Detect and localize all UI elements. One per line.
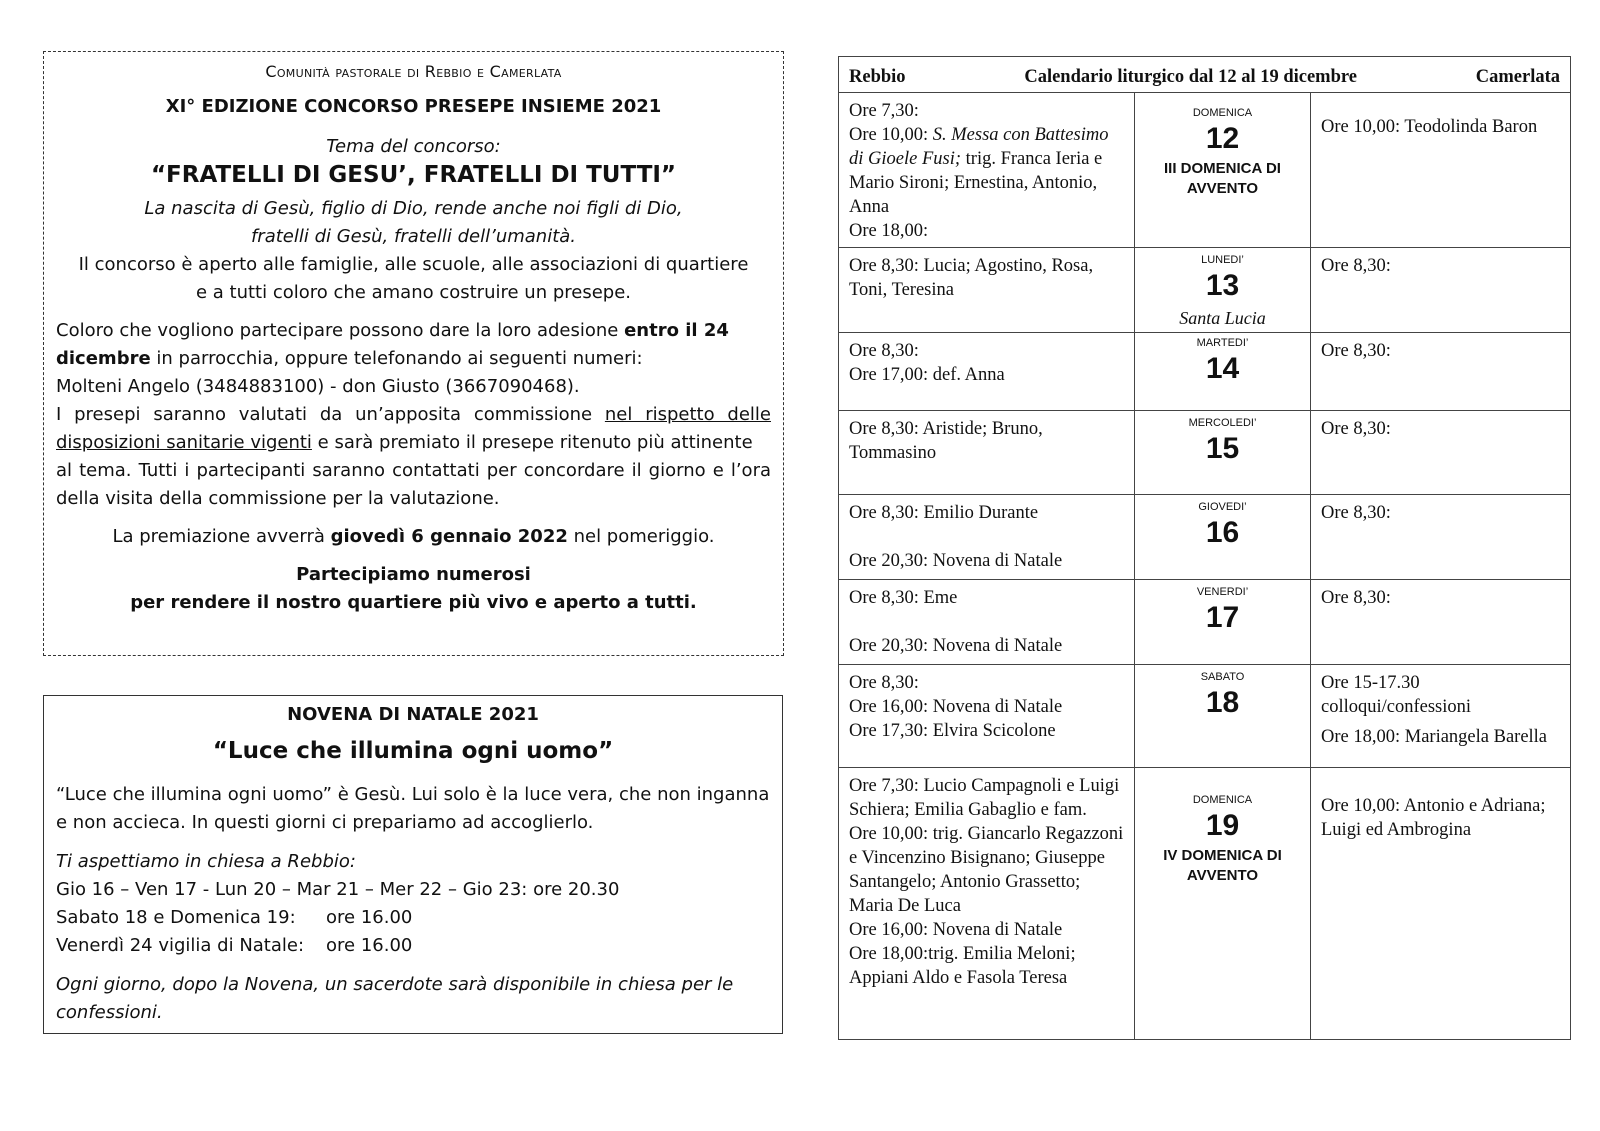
day-cell (1135, 768, 1311, 1040)
schedule-day: Sabato 18 e Domenica 19: (56, 907, 296, 928)
day-number: 16 (1205, 516, 1240, 549)
participation-text-2: in parrocchia, oppure telefonando ai seguenti numeri: (150, 348, 643, 369)
camerlata-header: Camerlata (1475, 67, 1560, 87)
mass-entry: Ore 10,00: Antonio e Adriana; Luigi ed Ambrogina (1321, 796, 1546, 840)
open-line-1: Il concorso è aperto alle famiglie, alle scuole, alle associazioni di quartiere (78, 254, 749, 275)
mass-entry: Ore 7,30: Lucio Campagnoli e Luigi Schiera; Emilia Gabaglio e fam. (849, 776, 1120, 820)
day-number: 14 (1205, 352, 1240, 385)
sanitary-rules-text: nel rispetto delle (604, 404, 771, 425)
camerlata-cell (1311, 768, 1571, 1040)
evaluation-line-4: della visita della commissione per la valutazione. (56, 488, 500, 509)
day-name: DOMENICA (1192, 794, 1253, 806)
liturgical-calendar-table (838, 56, 1571, 1040)
day-saint: Santa Lucia (1179, 308, 1266, 328)
novena-desc-2: e non accieca. In questi giorni ci prepariamo ad accoglierlo. (56, 812, 594, 833)
mass-entry: Ore 8,30: Emilio Durante (849, 503, 1039, 523)
rebbio-cell (839, 768, 1135, 1040)
camerlata-cell (1311, 93, 1571, 248)
day-name: VENERDI’ (1196, 586, 1249, 598)
day-cell (1135, 665, 1311, 768)
rebbio-cell (839, 665, 1135, 768)
calendar-row (839, 580, 1571, 665)
novena-footer-1: Ogni giorno, dopo la Novena, un sacerdote sarà disponibile in chiesa per le (56, 974, 734, 995)
mass-entry: Ore 15-17.30 colloqui/confessioni (1321, 673, 1472, 717)
mass-entry: Ore 8,30: (1321, 341, 1391, 361)
novena-title: NOVENA DI NATALE 2021 (287, 704, 539, 725)
day-number: 18 (1205, 686, 1240, 719)
day-name: DOMENICA (1192, 107, 1253, 119)
rebbio-header: Rebbio (849, 67, 906, 87)
camerlata-cell (1311, 665, 1571, 768)
award-text-2: nel pomeriggio. (567, 526, 715, 547)
mass-entry: Ore 8,30: (1321, 503, 1391, 523)
day-description: III DOMENICA DI AVVENTO (1164, 160, 1281, 197)
camerlata-cell (1311, 495, 1571, 580)
award-text: La premiazione avverrà (112, 526, 331, 547)
day-name: GIOVEDI’ (1198, 501, 1247, 513)
award-ceremony (56, 526, 771, 547)
closing-line-2: per rendere il nostro quartiere più vivo e aperto a tutti. (130, 592, 697, 613)
calendar-row (839, 495, 1571, 580)
intro-line-1: La nascita di Gesù, figlio di Dio, rende anche noi figli di Dio, (144, 198, 683, 219)
presepe-notice-box (43, 51, 784, 656)
evaluation-text-2: e sarà premiato il presepe ritenuto più attinente (311, 432, 753, 453)
mass-entry: Ore 17,00: def. Anna (849, 365, 1005, 385)
camerlata-cell (1311, 333, 1571, 411)
rebbio-cell (839, 411, 1135, 495)
novena-motto: “Luce che illumina ogni uomo” (212, 738, 614, 764)
calendar-header-row (839, 57, 1571, 93)
closing-line-1: Partecipiamo numerosi (296, 564, 531, 585)
schedule-day: Venerdì 24 vigilia di Natale: (56, 935, 305, 956)
mass-entry: Ore 20,30: Novena di Natale (849, 636, 1063, 656)
mass-entry: Ore 8,30: (849, 341, 919, 361)
tema-label: Tema del concorso: (326, 136, 501, 157)
day-number: 15 (1205, 432, 1240, 465)
mass-entry: Ore 20,30: Novena di Natale (849, 551, 1063, 571)
deadline-text: entro il 24 (624, 320, 729, 341)
calendar-row (839, 411, 1571, 495)
deadline-month: dicembre (56, 348, 151, 369)
contest-motto: “FRATELLI DI GESU’, FRATELLI DI TUTTI” (150, 162, 677, 188)
sanitary-rules-text-2: disposizioni sanitarie vigenti (56, 432, 312, 453)
mass-entry: Ore 8,30: Lucia; Agostino, Rosa, Toni, Teresina (849, 256, 1094, 300)
day-number: 17 (1205, 601, 1240, 634)
camerlata-cell (1311, 580, 1571, 665)
intro-line-2: fratelli di Gesù, fratelli dell’umanità. (250, 226, 577, 247)
day-description: IV DOMENICA DI AVVENTO (1163, 847, 1282, 884)
calendar-title: Calendario liturgico dal 12 al 19 dicembre (1024, 67, 1357, 87)
rebbio-cell (839, 93, 1135, 248)
schedule-time: ore 16.00 (326, 907, 413, 928)
day-cell (1135, 93, 1311, 248)
day-cell (1135, 333, 1311, 411)
rebbio-cell (839, 495, 1135, 580)
rebbio-cell (839, 333, 1135, 411)
mass-entry: Ore 8,30: (1321, 419, 1391, 439)
day-cell (1135, 248, 1311, 333)
novena-schedule-1: Gio 16 – Ven 17 - Lun 20 – Mar 21 – Mer 22 – Gio 23: ore 20.30 (56, 879, 620, 900)
mass-entry: Ore 18,00:trig. Emilia Meloni; Appiani Aldo e Fasola Teresa (849, 944, 1076, 988)
evaluation-line-1 (56, 404, 771, 425)
calendar-row (839, 768, 1571, 1040)
mass-entry: Ore 8,30: Eme (849, 588, 958, 608)
day-number: 12 (1205, 122, 1240, 155)
day-name: MARTEDI’ (1196, 337, 1249, 349)
edition-title: XI° EDIZIONE CONCORSO PRESEPE INSIEME 2021 (165, 96, 662, 117)
participation-line-2 (56, 348, 771, 369)
calendar-row (839, 93, 1571, 248)
mass-entry: Ore 8,30: Aristide; Bruno, Tommasino (849, 419, 1043, 463)
day-name: MERCOLEDI’ (1188, 417, 1257, 429)
schedule-time: ore 16.00 (326, 935, 413, 956)
mass-entry: Ore 10,00: S. Messa con Battesimo di Gioele Fusi; trig. Franca Ieria e Mario Sironi; Ernestina, Antonio, Anna (849, 125, 1109, 217)
camerlata-cell (1311, 248, 1571, 333)
participation-text: Coloro che vogliono partecipare possono dare la loro adesione (56, 320, 625, 341)
mass-entry: Ore 17,30: Elvira Scicolone (849, 721, 1056, 741)
novena-invite: Ti aspettiamo in chiesa a Rebbio: (56, 851, 356, 872)
mass-entry: Ore 16,00: Novena di Natale (849, 697, 1063, 717)
day-name: LUNEDI’ (1201, 254, 1244, 266)
day-number: 19 (1205, 809, 1240, 842)
contact-numbers: Molteni Angelo (3484883100) - don Giusto (3667090468). (56, 376, 580, 397)
participation-line-1 (56, 320, 771, 341)
novena-notice-box (43, 695, 783, 1034)
rebbio-cell (839, 248, 1135, 333)
mass-entry: Ore 7,30: (849, 101, 919, 121)
mass-entry: Ore 16,00: Novena di Natale (849, 920, 1063, 940)
day-number: 13 (1205, 269, 1240, 302)
day-cell (1135, 411, 1311, 495)
mass-entry: Ore 8,30: (1321, 256, 1391, 276)
mass-entry: Ore 18,00: (849, 221, 929, 241)
calendar-row (839, 248, 1571, 333)
organization-name: Comunità pastorale di Rebbio e Camerlata (265, 62, 562, 81)
evaluation-line-3: al tema. Tutti i partecipanti saranno contattati per concordare il giorno e l’ora (56, 460, 771, 481)
mass-entry: Ore 18,00: Mariangela Barella (1321, 727, 1548, 747)
novena-schedule-2 (56, 907, 770, 928)
calendar-row (839, 665, 1571, 768)
rebbio-cell (839, 580, 1135, 665)
evaluation-text: I presepi saranno valutati da un’apposita commissione (56, 404, 605, 425)
evaluation-line-2 (56, 432, 771, 453)
camerlata-cell (1311, 411, 1571, 495)
award-date: giovedì 6 gennaio 2022 (330, 526, 568, 547)
mass-entry: Ore 10,00: Teodolinda Baron (1321, 117, 1538, 137)
day-cell (1135, 580, 1311, 665)
novena-schedule-3 (56, 935, 770, 956)
mass-entry: Ore 8,30: (1321, 588, 1391, 608)
mass-entry: Ore 8,30: (849, 673, 919, 693)
mass-entry: Ore 10,00: trig. Giancarlo Regazzoni e Vincenzino Bisignano; Giuseppe Santangelo; Antonio Grassetto; Maria De Luca (849, 824, 1124, 916)
novena-footer-2: confessioni. (56, 1002, 163, 1023)
calendar-row (839, 333, 1571, 411)
novena-desc-1: “Luce che illumina ogni uomo” è Gesù. Lui solo è la luce vera, che non inganna (56, 784, 770, 805)
open-line-2: e a tutti coloro che amano costruire un presepe. (195, 282, 632, 303)
day-cell (1135, 495, 1311, 580)
day-name: SABATO (1200, 671, 1245, 683)
